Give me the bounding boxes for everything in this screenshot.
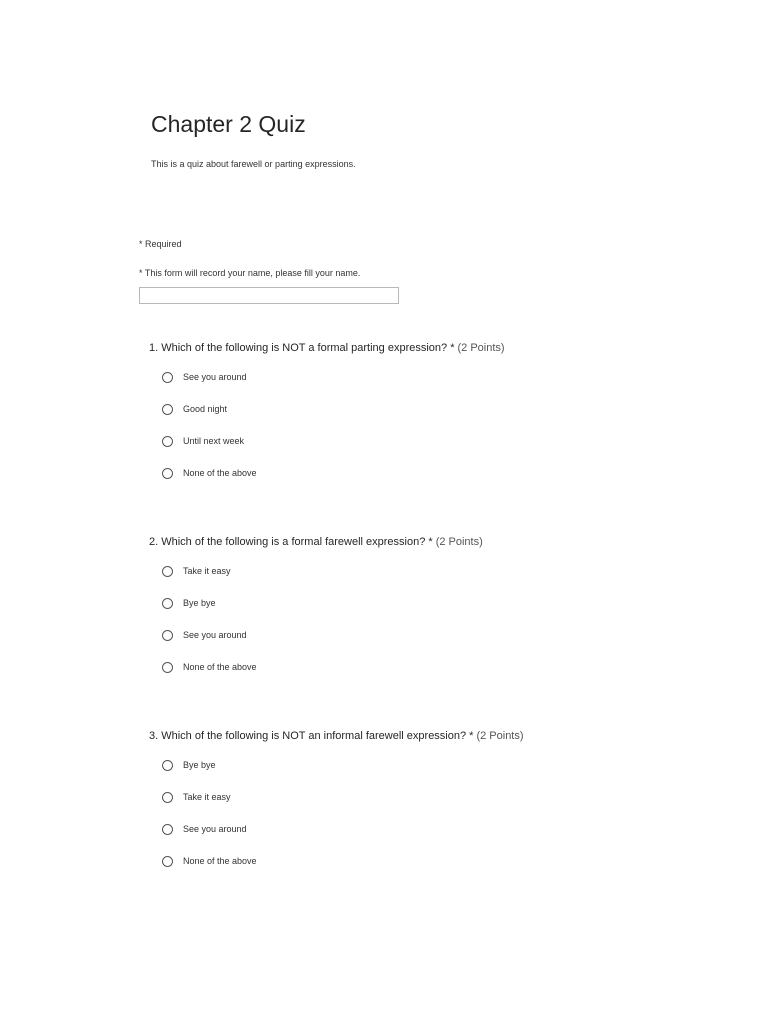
- option-label: See you around: [183, 630, 247, 640]
- form-title: Chapter 2 Quiz: [151, 111, 306, 137]
- radio-button[interactable]: [162, 404, 173, 415]
- option-label: See you around: [183, 372, 247, 382]
- option-label: None of the above: [183, 856, 257, 866]
- radio-button[interactable]: [162, 630, 173, 641]
- name-record-note: * This form will record your name, please fill your name.: [139, 268, 361, 278]
- option-label: None of the above: [183, 468, 257, 478]
- radio-button[interactable]: [162, 566, 173, 577]
- answer-option[interactable]: [162, 628, 709, 642]
- question-title: [149, 534, 709, 550]
- question-points: (2 Points): [435, 536, 483, 548]
- radio-button[interactable]: [162, 372, 173, 383]
- answer-option[interactable]: [162, 402, 709, 416]
- question-title: [149, 340, 709, 356]
- radio-button[interactable]: [162, 760, 173, 771]
- answer-options: [149, 370, 709, 480]
- answer-option[interactable]: [162, 596, 709, 610]
- answer-option[interactable]: [162, 466, 709, 480]
- radio-button[interactable]: [162, 824, 173, 835]
- answer-option[interactable]: [162, 434, 709, 448]
- option-label: Take it easy: [183, 792, 231, 802]
- answer-option[interactable]: [162, 370, 709, 384]
- answer-option[interactable]: [162, 564, 709, 578]
- question-text: 2. Which of the following is a formal farewell expression? *: [149, 536, 433, 548]
- radio-button[interactable]: [162, 662, 173, 673]
- option-label: None of the above: [183, 662, 257, 672]
- name-input[interactable]: [139, 287, 399, 304]
- radio-button[interactable]: [162, 792, 173, 803]
- option-label: Bye bye: [183, 598, 216, 608]
- question-text: 3. Which of the following is NOT an informal farewell expression? *: [149, 730, 474, 742]
- required-note: * Required: [139, 239, 182, 249]
- question-points: (2 Points): [476, 730, 524, 742]
- radio-button[interactable]: [162, 598, 173, 609]
- option-label: Until next week: [183, 436, 245, 446]
- answer-options: [149, 564, 709, 674]
- question-points: (2 Points): [457, 342, 505, 354]
- answer-option[interactable]: [162, 758, 709, 772]
- question-2: [149, 534, 709, 692]
- option-label: Take it easy: [183, 566, 231, 576]
- question-1: [149, 340, 709, 498]
- question-text: 1. Which of the following is NOT a formal parting expression? *: [149, 342, 455, 354]
- form-description: This is a quiz about farewell or parting expressions.: [151, 159, 356, 169]
- radio-button[interactable]: [162, 468, 173, 479]
- option-label: See you around: [183, 824, 247, 834]
- question-3: [149, 728, 709, 886]
- option-label: Good night: [183, 404, 228, 414]
- answer-option[interactable]: [162, 790, 709, 804]
- answer-options: [149, 758, 709, 868]
- option-label: Bye bye: [183, 760, 216, 770]
- answer-option[interactable]: [162, 854, 709, 868]
- radio-button[interactable]: [162, 856, 173, 867]
- radio-button[interactable]: [162, 436, 173, 447]
- answer-option[interactable]: [162, 822, 709, 836]
- question-title: [149, 728, 709, 744]
- answer-option[interactable]: [162, 660, 709, 674]
